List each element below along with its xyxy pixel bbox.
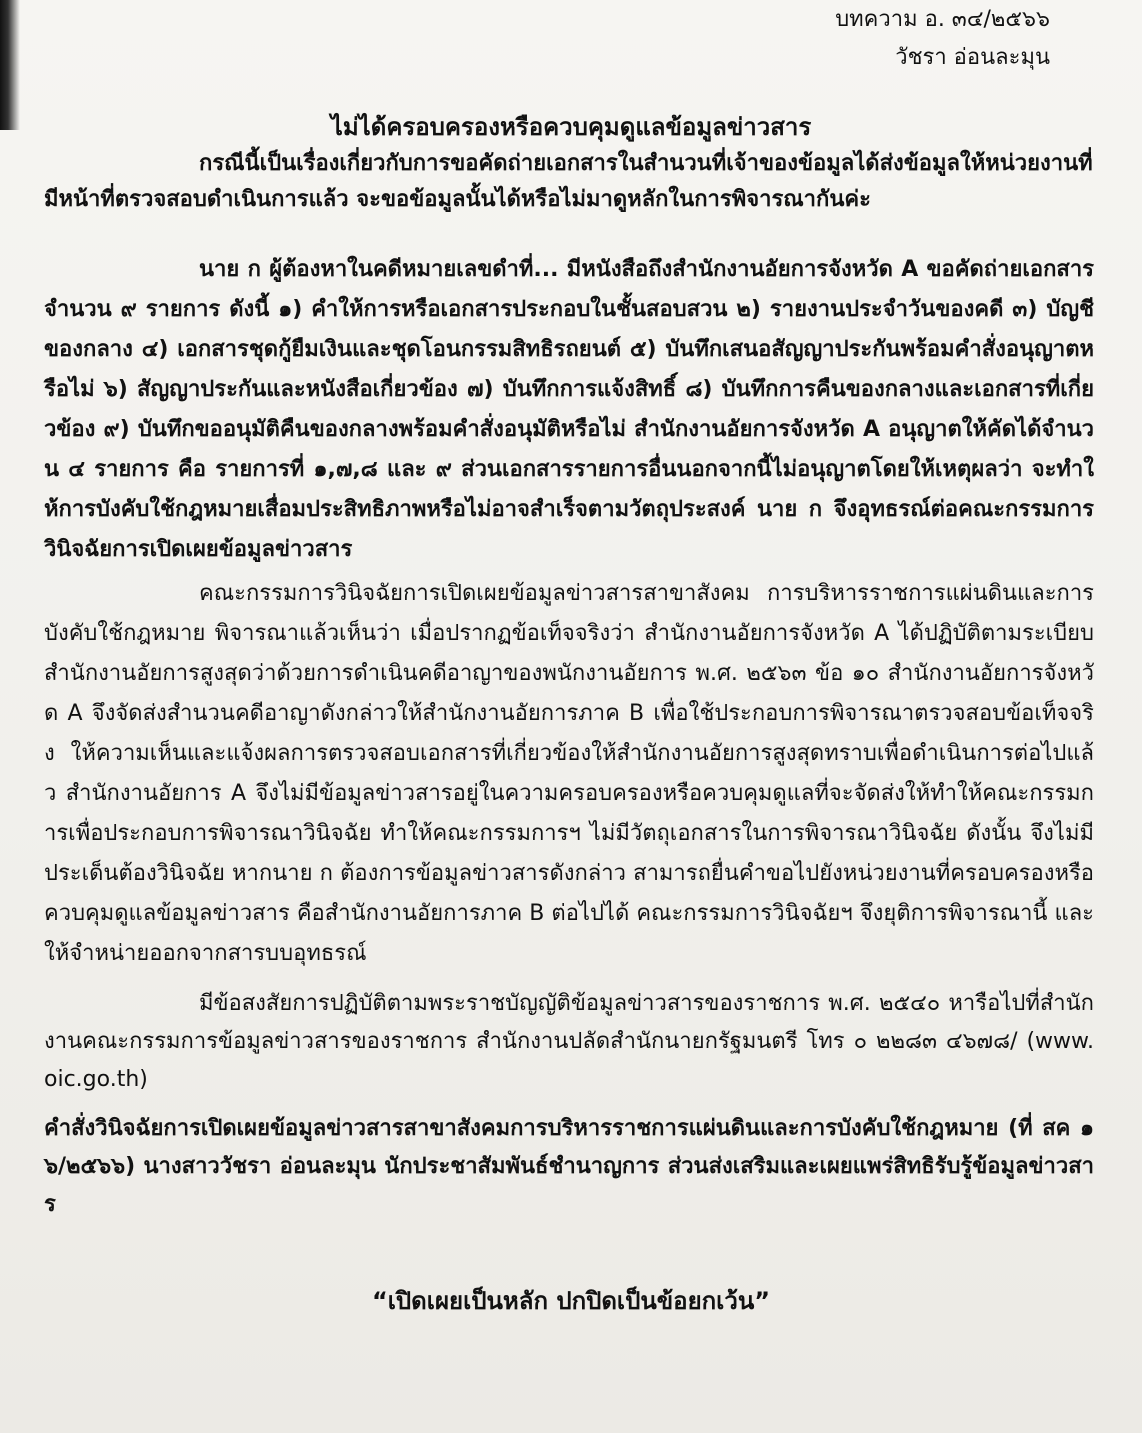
order-reference-paragraph: คำสั่งวินิจฉัยการเปิดเผยข้อมูลข่าวสารสาขาสังคมการบริหารราชการแผ่นดินและการบังคับใช้กฎหมาย (ที่ สค ๑๖/๒๕๖๖) นางสาววัชรา อ่อนละมุน นักประชาสัมพันธ์ชำนาญการ ส่วนส่งเสริมและเผยแพร่สิทธิรับรู้ข้อมูลข่าวสาร (44, 1116, 1094, 1217)
article-reference: บทความ อ. ๓๔/๒๕๖๖ (835, 7, 1050, 32)
committee-decision-paragraph: คณะกรรมการวินิจฉัยการเปิดเผยข้อมูลข่าวสารสาขาสังคม การบริหารราชการแผ่นดินและการบังคับใช้กฎหมาย พิจารณาแล้วเห็นว่า เมื่อปรากฏข้อเท็จจริงว่า สำนักงานอัยการจังหวัด A ได้ปฏิบัติตามระเบียบสำนักงานอัยการสูงสุดว่าด้วยการดำเนินคดีอาญาของพนักงานอัยการ พ.ศ. ๒๕๖๓ ข้อ ๑๐ สำนักงานอัยการจังหวัด A จึงจัดส่งสำนวนคดีอาญาดังกล่าวให้สำนักงานอัยการภาค B เพื่อใช้ประกอบการพิจารณาตรวจสอบข้อเท็จจริง ให้ความเห็นและแจ้งผลการตรวจสอบเอกสารที่เกี่ยวข้องให้สำนักงานอัยการสูงสุดทราบเพื่อดำเนินการต่อไปแล้ว สำนักงานอัยการ A จึงไม่มีข้อมูลข่าวสารอยู่ในความครอบครองหรือควบคุมดูแลที่จะจัดส่งให้ทำให้คณะกรรมการเพื่อประกอบการพิจารณาวินิจฉัย ทำให้คณะกรรมการฯ ไม่มีวัตถุเอกสารในการพิจารณาวินิจฉัย ดังนั้น จึงไม่มีประเด็นต้องวินิจฉัย หากนาย ก ต้องการข้อมูลข่าวสารดังกล่าว สามารถยื่นคำขอไปยังหน่วยงานที่ครอบครองหรือควบคุมดูแลข้อมูลข่าวสาร คือสำนักงานอัยการภาค B ต่อไปได้ คณะกรรมการวินิจฉัยฯ จึงยุติการพิจารณานี้ และให้จำหน่ายออกจากสารบบอุทธรณ์ (44, 581, 1094, 966)
slogan: “เปิดเผยเป็นหลัก ปกปิดเป็นข้อยกเว้น” (371, 1287, 771, 1315)
intro-paragraph: กรณีนี้เป็นเรื่องเกี่ยวกับการขอคัดถ่ายเอกสารในสำนวนที่เจ้าของข้อมูลได้ส่งข้อมูลให้หน่วยงานที่มีหน้าที่ตรวจสอบดำเนินการแล้ว จะขอข้อมูลนั้นได้หรือไม่มาดูหลักในการพิจารณากันค่ะ (44, 151, 1093, 212)
article-author: วัชรา อ่อนละมุน (895, 45, 1050, 70)
article-title: ไม่ได้ครอบครองหรือควบคุมดูแลข้อมูลข่าวสาร (330, 113, 812, 141)
case-facts-paragraph: นาย ก ผู้ต้องหาในคดีหมายเลขดำที่... มีหนังสือถึงสำนักงานอัยการจังหวัด A ขอคัดถ่ายเอกสาร จำนวน ๙ รายการ ดังนี้ ๑) คำให้การหรือเอกสารประกอบในชั้นสอบสวน ๒) รายงานประจำวันของคดี ๓) บัญชีของกลาง ๔) เอกสารชุดกู้ยืมเงินและชุดโอนกรรมสิทธิรถยนต์ ๕) บันทึกเสนอสัญญาประกันพร้อมคำสั่งอนุญาตหรือไม่ ๖) สัญญาประกันและหนังสือเกี่ยวข้อง ๗) บันทึกการแจ้งสิทธิ์ ๘) บันทึกการคืนของกลางและเอกสารที่เกี่ยวข้อง ๙) บันทึกขออนุมัติคืนของกลางพร้อมคำสั่งอนุมัติหรือไม่ สำนักงานอัยการจังหวัด A อนุญาตให้คัดได้จำนวน ๔ รายการ คือ รายการที่ ๑,๗,๘ และ ๙ ส่วนเอกสารรายการอื่นนอกจากนี้ไม่อนุญาตโดยให้เหตุผลว่า จะทำให้การบังคับใช้กฎหมายเสื่อมประสิทธิภาพหรือไม่อาจสำเร็จตามวัตถุประสงค์ นาย ก จึงอุทธรณ์ต่อคณะกรรมการวินิจฉัยการเปิดเผยข้อมูลข่าวสาร (44, 257, 1094, 562)
contact-paragraph: มีข้อสงสัยการปฏิบัติตามพระราชบัญญัติข้อมูลข่าวสารของราชการ พ.ศ. ๒๕๔๐ หารือไปที่สำนักงานคณะกรรมการข้อมูลข่าวสารของราชการ สำนักงานปลัดสำนักนายกรัฐมนตรี โทร ๐ ๒๒๘๓ ๔๖๗๘/ (www.oic.go.th) (44, 991, 1094, 1092)
